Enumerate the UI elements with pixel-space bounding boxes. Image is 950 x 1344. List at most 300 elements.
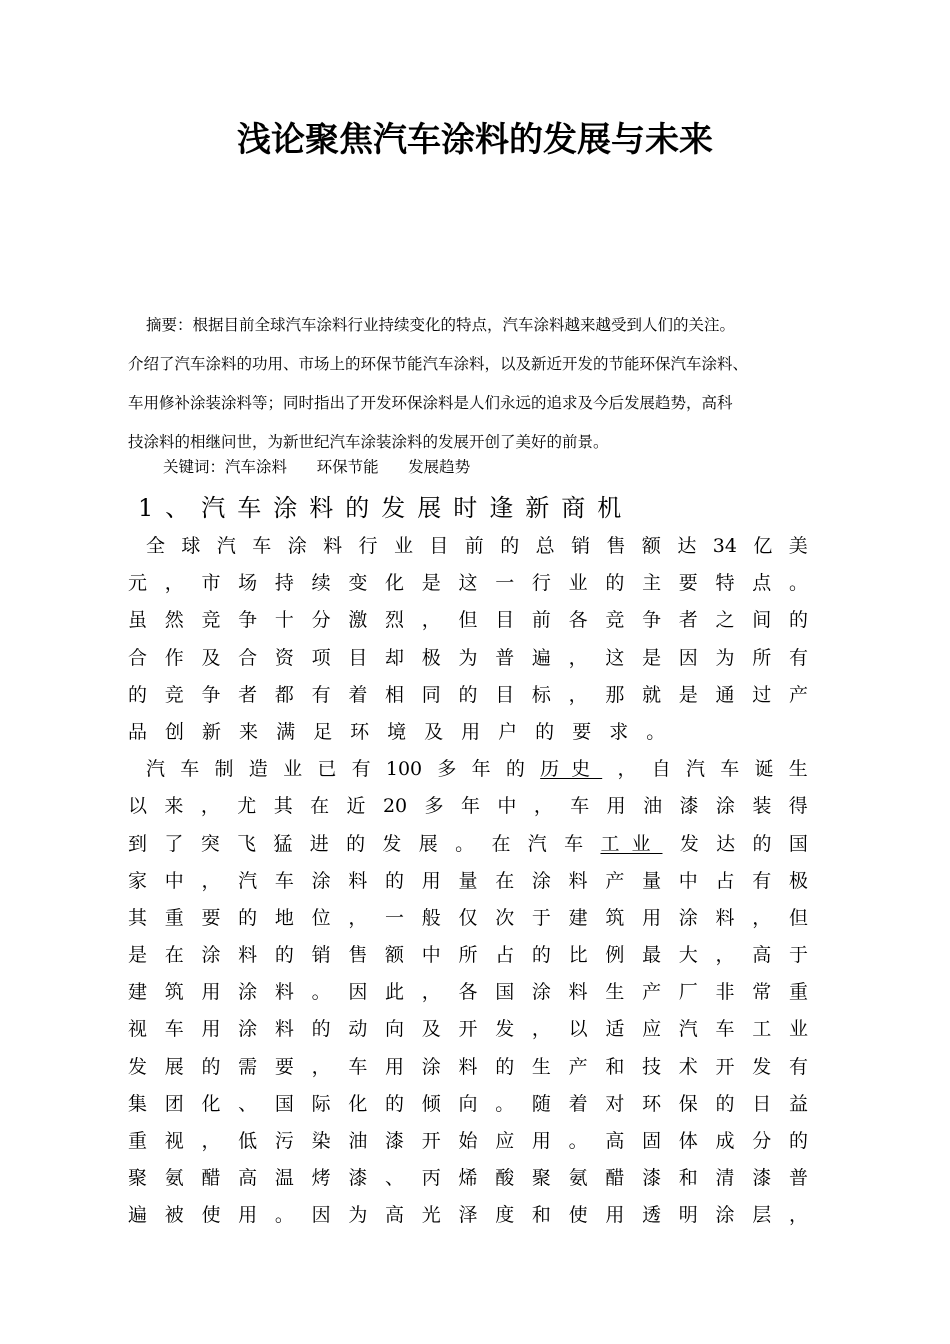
body-char: 者 [678, 609, 698, 632]
body-char: 有 [788, 646, 808, 669]
body-char: 团 [164, 1092, 184, 1115]
abstract [128, 306, 840, 462]
body-char: 同 [421, 683, 441, 706]
body-line [128, 863, 808, 900]
body-char: 般 [421, 906, 441, 929]
body-char: 达 [677, 535, 697, 557]
body-char: ， [752, 906, 772, 929]
body-char: 来 [164, 795, 184, 818]
body-char: 化 [201, 1092, 221, 1115]
body-char: 遍 [531, 646, 551, 669]
body-char: 漆 [679, 795, 699, 818]
body-char: 环 [642, 1092, 662, 1115]
body-char: 烈 [385, 609, 405, 632]
body-char: 年 [471, 758, 491, 781]
body-char: 来 [239, 720, 259, 743]
body-char: 环 [350, 720, 370, 743]
body-char: 酸 [495, 1167, 515, 1190]
body-char: 的 [238, 906, 258, 929]
body-char: 汽 [216, 535, 236, 557]
body-char: 成 [715, 1130, 735, 1152]
body-char: 厂 [678, 981, 698, 1004]
body-char: 是 [128, 944, 148, 967]
body-char: 的 [495, 1055, 515, 1078]
body-char: 市 [201, 572, 221, 595]
body-char: 涂 [715, 1204, 735, 1227]
body-char: 的 [500, 535, 520, 557]
body-char: 用 [642, 906, 662, 929]
body-char: 及 [201, 646, 221, 669]
body-char: 要 [201, 906, 221, 929]
body-char: 但 [788, 906, 808, 929]
body-char: 油 [348, 1130, 368, 1152]
body-char: 的 [752, 832, 772, 855]
body-char: 历史 [540, 758, 603, 781]
body-char: 中 [678, 869, 698, 892]
body-char: 于 [531, 906, 551, 929]
body-char: 使 [201, 1204, 221, 1227]
body-line [128, 974, 808, 1011]
body-char: 车 [164, 1018, 184, 1041]
body-char: 满 [276, 720, 296, 743]
body-char: ， [533, 795, 553, 818]
body-char: 量 [458, 869, 478, 892]
body-line [128, 640, 808, 677]
abstract-line: 摘要：根据目前全球汽车涂料行业持续变化的特点，汽车涂料越来越受到人们的关注。 [146, 316, 736, 334]
body-char: 额 [641, 535, 661, 557]
body-char: 着 [348, 683, 368, 706]
body-char: 境 [387, 720, 407, 743]
body-char: 作 [164, 646, 184, 669]
body-char: 项 [311, 646, 331, 669]
body-char: ， [617, 758, 637, 781]
body-char: 业 [393, 535, 413, 557]
body-char: 的 [535, 720, 555, 743]
body-char: 建 [128, 981, 148, 1004]
body-char: ， [788, 1204, 808, 1227]
body-char: 工业 [600, 832, 663, 855]
body-char: 的 [201, 1055, 221, 1078]
body-char: ， [348, 906, 368, 929]
body-char: 在 [164, 944, 184, 967]
body-line [128, 565, 808, 602]
body-char: 和 [531, 1204, 551, 1227]
body-char: 前 [464, 535, 484, 557]
body-char: 要 [274, 1055, 294, 1078]
body-char: 因 [348, 981, 368, 1004]
body-char: 因 [678, 646, 698, 669]
body-char: 漆 [348, 1167, 368, 1190]
body-char: 用 [385, 1055, 405, 1078]
body-char: 烯 [458, 1167, 478, 1190]
body-char: 得 [788, 795, 808, 818]
body-char: 的 [311, 1018, 331, 1041]
body-char: 尤 [237, 795, 257, 818]
body-char: 汽 [527, 832, 547, 855]
body-char: 品 [128, 720, 148, 743]
body-char: 于 [788, 944, 808, 967]
body-char: 这 [605, 646, 625, 669]
body-char: 以 [568, 1018, 588, 1041]
body-char: 展 [164, 1055, 184, 1078]
body-char: 体 [678, 1130, 698, 1152]
body-char: 占 [715, 869, 735, 892]
body-char: 醋 [201, 1167, 221, 1190]
body-char: 车 [252, 535, 272, 557]
body-char: 。 [274, 1204, 294, 1227]
body-char: 极 [788, 869, 808, 892]
body-char: 料 [274, 1018, 294, 1041]
body-char: 多 [424, 795, 444, 818]
body-char: 应 [642, 1018, 662, 1041]
body-char: 分 [752, 1130, 772, 1152]
body-line [128, 528, 808, 565]
body-char: 其 [273, 795, 293, 818]
body-char: 料 [568, 869, 588, 892]
body-char: 和 [605, 1055, 625, 1078]
body-text [128, 528, 808, 1235]
body-char: 需 [238, 1055, 258, 1078]
body-char: 发 [382, 832, 402, 855]
body-char: 普 [788, 1167, 808, 1190]
body-char: 料 [274, 981, 294, 1004]
body-char: 的 [788, 609, 808, 632]
body-char: 丙 [421, 1167, 441, 1190]
body-char: 应 [495, 1130, 515, 1152]
body-char: 的 [128, 683, 148, 706]
body-char: 生 [788, 758, 808, 781]
body-char: 、 [385, 1167, 405, 1190]
body-char: 。 [311, 981, 331, 1004]
body-char: 这 [458, 572, 478, 595]
body-char: 标 [531, 683, 551, 706]
keywords: 关键词：汽车涂料 环保节能 发展趋势 [163, 458, 471, 476]
body-char: 中 [421, 944, 441, 967]
body-char: 涂 [678, 906, 698, 929]
body-char: 筑 [605, 906, 625, 929]
body-char: 用 [238, 1204, 258, 1227]
body-char: 度 [495, 1204, 515, 1227]
abstract-line: 车用修补涂装涂料等；同时指出了开发环保涂料是人们永远的追求及今后发展趋势，高科 [128, 394, 733, 412]
body-char: 益 [788, 1092, 808, 1115]
body-char: 建 [568, 906, 588, 929]
body-char: 用 [606, 795, 626, 818]
body-char: 却 [385, 646, 405, 669]
body-char: 集 [128, 1092, 148, 1115]
body-char: 创 [165, 720, 185, 743]
body-char: 年 [460, 795, 480, 818]
body-char: 氨 [568, 1167, 588, 1190]
body-char: 但 [458, 609, 478, 632]
body-char: 造 [248, 758, 268, 781]
body-char: 涂 [311, 869, 331, 892]
body-char: 有 [788, 1055, 808, 1078]
body-char: 十 [274, 609, 294, 632]
document-title: 浅论聚焦汽车涂料的发展与未来 [237, 120, 713, 160]
body-char: 争 [238, 609, 258, 632]
abstract-line: 技涂料的相继问世，为新世纪汽车涂装涂料的发展开创了美好的前景。 [128, 433, 609, 451]
body-char: 占 [495, 944, 515, 967]
body-char: 点 [752, 572, 772, 595]
body-char: 例 [605, 944, 625, 967]
body-char: 所 [752, 646, 772, 669]
body-char: 量 [642, 869, 662, 892]
body-char: 、 [238, 1092, 258, 1115]
body-char: 层 [752, 1204, 772, 1227]
body-char: 着 [568, 1092, 588, 1115]
body-char: 有 [351, 758, 371, 781]
body-char: 术 [678, 1055, 698, 1078]
body-char: 的 [715, 1092, 735, 1115]
body-line [128, 937, 808, 974]
body-char: 目 [429, 535, 449, 557]
body-char: 销 [311, 944, 331, 967]
body-char: 销 [571, 535, 591, 557]
body-char: 特 [715, 572, 735, 595]
body-char: 料 [458, 1055, 478, 1078]
body-char: 及 [421, 1018, 441, 1041]
body-char: 涂 [201, 944, 221, 967]
body-char: 污 [274, 1130, 294, 1152]
body-char: 产 [605, 869, 625, 892]
body-char: 产 [642, 981, 662, 1004]
body-char: 了 [164, 832, 184, 855]
body-char: 遍 [128, 1204, 148, 1227]
body-char: 争 [201, 683, 221, 706]
body-line [128, 1160, 808, 1197]
body-char: 的 [605, 572, 625, 595]
body-char: 生 [531, 1055, 551, 1078]
body-char: 竞 [201, 609, 221, 632]
body-char: 生 [605, 981, 625, 1004]
body-char: 技 [642, 1055, 662, 1078]
body-char: 料 [348, 869, 368, 892]
body-char: 。 [646, 720, 666, 743]
body-char: 涂 [287, 535, 307, 557]
body-char: 的 [385, 1092, 405, 1115]
body-char: 保 [678, 1092, 698, 1115]
body-char: 涂 [531, 869, 551, 892]
body-char: 合 [128, 646, 148, 669]
body-char: 持 [274, 572, 294, 595]
body-char: 汽 [678, 1018, 698, 1041]
body-line [128, 788, 808, 825]
body-char: 的 [531, 944, 551, 967]
body-char: 漆 [385, 1130, 405, 1152]
body-char: 清 [715, 1167, 735, 1190]
body-char: 行 [358, 535, 378, 557]
body-char: 各 [568, 609, 588, 632]
body-char: 涂 [715, 795, 735, 818]
body-char: 用 [421, 869, 441, 892]
body-char: 始 [458, 1130, 478, 1152]
body-char: 的 [505, 758, 525, 781]
body-char: 要 [678, 572, 698, 595]
body-char: 料 [323, 535, 343, 557]
body-char: 100 [385, 758, 423, 781]
body-char: 用 [201, 1018, 221, 1041]
body-char: 产 [788, 683, 808, 706]
body-char: 向 [385, 1018, 405, 1041]
body-char: 化 [348, 1092, 368, 1115]
body-char: 高 [752, 944, 772, 967]
body-char: 光 [421, 1204, 441, 1227]
body-char: 油 [643, 795, 663, 818]
body-char: 次 [495, 906, 515, 929]
body-char: 烤 [311, 1167, 331, 1190]
body-char: 料 [238, 944, 258, 967]
body-char: 新 [202, 720, 222, 743]
body-char: 通 [715, 683, 735, 706]
body-char: 重 [128, 1130, 148, 1152]
body-char: 。 [455, 832, 475, 855]
body-char: ， [200, 795, 220, 818]
body-char: 业 [283, 758, 303, 781]
body-char: 以 [128, 795, 148, 818]
body-char: 用 [201, 981, 221, 1004]
body-char: 涂 [531, 981, 551, 1004]
body-char: 诞 [754, 758, 774, 781]
body-char: 过 [752, 683, 772, 706]
body-char: 间 [752, 609, 772, 632]
body-char: ， [164, 572, 184, 595]
body-char: 足 [313, 720, 333, 743]
body-char: 猛 [273, 832, 293, 855]
body-char: 合 [238, 646, 258, 669]
body-char: ， [715, 944, 735, 967]
body-char: 。 [788, 572, 808, 595]
body-char: 重 [788, 981, 808, 1004]
body-char: 高 [605, 1130, 625, 1152]
body-char: 和 [678, 1167, 698, 1190]
body-char: 业 [788, 1018, 808, 1041]
body-char: 向 [458, 1092, 478, 1115]
body-char: 其 [128, 906, 148, 929]
body-char: 变 [348, 572, 368, 595]
body-char: 日 [752, 1092, 772, 1115]
body-char: 用 [605, 1204, 625, 1227]
body-char: 目 [495, 609, 515, 632]
body-char: 的 [788, 1130, 808, 1152]
body-char: 行 [531, 572, 551, 595]
body-char: 产 [568, 1055, 588, 1078]
body-char: 是 [642, 646, 662, 669]
body-line [128, 1049, 808, 1086]
body-char: 34 [712, 535, 737, 557]
body-char: 在 [495, 869, 515, 892]
body-char: 适 [605, 1018, 625, 1041]
body-char: 车 [564, 832, 584, 855]
body-char: 户 [498, 720, 518, 743]
body-char: 地 [274, 906, 294, 929]
body-char: 竞 [605, 609, 625, 632]
body-char: 开 [421, 1130, 441, 1152]
body-char: 高 [385, 1204, 405, 1227]
body-char: 随 [531, 1092, 551, 1115]
body-char: 涂 [238, 1018, 258, 1041]
body-char: 的 [458, 683, 478, 706]
body-char: 为 [715, 646, 735, 669]
body-char: 目 [348, 646, 368, 669]
body-char: 亿 [753, 535, 773, 557]
body-line [128, 900, 808, 937]
body-char: 车 [715, 1018, 735, 1041]
body-char: 发 [495, 1018, 515, 1041]
body-char: 在 [491, 832, 511, 855]
body-char: 所 [458, 944, 478, 967]
body-char: 售 [606, 535, 626, 557]
body-char: 然 [164, 609, 184, 632]
body-char: 主 [642, 572, 662, 595]
body-char: 动 [348, 1018, 368, 1041]
body-char: 料 [568, 981, 588, 1004]
body-char: 分 [311, 609, 331, 632]
body-line [128, 1086, 808, 1123]
body-char: 极 [421, 646, 441, 669]
body-char: 飞 [237, 832, 257, 855]
body-char: 之 [715, 609, 735, 632]
body-char: 多 [437, 758, 457, 781]
body-char: ， [201, 1130, 221, 1152]
body-char: 自 [651, 758, 671, 781]
body-char: 者 [238, 683, 258, 706]
body-char: 视 [164, 1130, 184, 1152]
body-char: 突 [200, 832, 220, 855]
body-char: 一 [385, 906, 405, 929]
body-char: 倾 [421, 1092, 441, 1115]
body-char: 工 [752, 1018, 772, 1041]
body-char: 进 [309, 832, 329, 855]
body-char: ， [421, 609, 441, 632]
body-char: 20 [382, 795, 408, 818]
body-char: 车 [180, 758, 200, 781]
body-char: 制 [214, 758, 234, 781]
body-char: ， [311, 1055, 331, 1078]
body-char: 全 [146, 535, 166, 557]
body-char: 漆 [752, 1167, 772, 1190]
body-char: ， [531, 1018, 551, 1041]
body-char: 那 [605, 683, 625, 706]
body-char: 展 [418, 832, 438, 855]
body-char: 透 [642, 1204, 662, 1227]
body-char: 要 [572, 720, 592, 743]
body-char: 为 [458, 646, 478, 669]
body-char: 国 [788, 832, 808, 855]
body-char: 聚 [531, 1167, 551, 1190]
body-line [128, 1123, 808, 1160]
body-char: 总 [535, 535, 555, 557]
body-char: 汽 [146, 758, 166, 781]
body-line [128, 714, 808, 751]
body-char: 及 [424, 720, 444, 743]
body-char: 此 [385, 981, 405, 1004]
body-char: 车 [274, 869, 294, 892]
body-char: 发 [752, 1055, 772, 1078]
body-char: 虽 [128, 609, 148, 632]
body-char: 装 [752, 795, 772, 818]
body-char: 非 [715, 981, 735, 1004]
body-char: 用 [461, 720, 481, 743]
body-char: 最 [642, 944, 662, 967]
body-char: 大 [678, 944, 698, 967]
body-char: 达 [716, 832, 736, 855]
body-char: 的 [274, 944, 294, 967]
body-char: 是 [678, 683, 698, 706]
body-char: 温 [274, 1167, 294, 1190]
body-char: 的 [346, 832, 366, 855]
body-char: 车 [570, 795, 590, 818]
body-line [128, 602, 808, 639]
